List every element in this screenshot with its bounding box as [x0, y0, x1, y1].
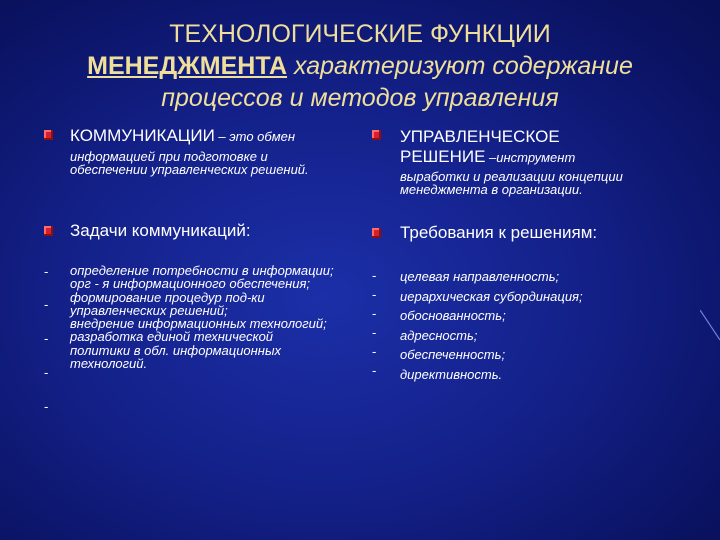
square-bullet-icon — [372, 130, 381, 140]
dash-bullet: - — [44, 264, 49, 279]
decision-suffix: –инструмент — [485, 150, 576, 165]
list-item: орг - я информационного обеспечения; — [70, 276, 311, 292]
communications-description: информацией при подготовке и обеспечении управленческих решений. — [70, 149, 309, 177]
decision-label-line2 — [400, 147, 700, 168]
left-heading-communications — [70, 126, 360, 147]
list-item: директивность. — [400, 366, 503, 382]
dash-bullet: - — [44, 297, 49, 312]
list-item: обоснованность; — [400, 308, 506, 323]
left-heading-tasks: Задачи коммуникаций: — [70, 221, 251, 240]
dash-bullet: - — [44, 399, 49, 414]
dash-bullet: - — [372, 325, 377, 340]
list-item: обеспеченность; — [400, 347, 506, 362]
list-item: адресность; — [400, 327, 478, 343]
list-item: разработка единой технической политики в обл. информационных технологий. — [70, 329, 282, 372]
square-bullet-icon — [44, 130, 53, 140]
tasks-list — [70, 264, 335, 370]
decision-description: выработки и реализации концепции менеджмента в организации. — [400, 169, 623, 197]
title-line-1: ТЕХНОЛОГИЧЕСКИЕ ФУНКЦИИ — [169, 20, 551, 48]
dash-bullet: - — [372, 363, 377, 378]
title-line-2 — [20, 50, 700, 82]
title-line-3: процессов и методов управления — [161, 84, 559, 112]
communications-suffix: – это обмен — [214, 129, 296, 144]
dash-bullet: - — [372, 344, 377, 359]
square-bullet-icon — [44, 226, 53, 236]
decision-label-word: РЕШЕНИЕ — [400, 147, 486, 166]
right-heading-requirements: Требования к решениям: — [400, 223, 598, 242]
title-bold-word: МЕНЕДЖМЕНТА — [87, 52, 288, 80]
communications-label: КОММУНИКАЦИИ — [70, 126, 215, 145]
list-item: целевая направленность; — [400, 269, 560, 284]
list-item: формирование процедур под-ки управленческих решений; — [70, 289, 265, 318]
requirements-list — [400, 267, 700, 384]
list-item: иерархическая субординация; — [400, 288, 583, 304]
dash-bullet: - — [372, 287, 377, 302]
right-heading-decision — [400, 127, 700, 168]
slide-title — [20, 18, 700, 114]
title-italic-text: характеризуют содержание — [287, 52, 633, 80]
list-item: определение потребности в информации; — [70, 263, 334, 278]
list-item: внедрение информационных технологий; — [70, 316, 327, 332]
dash-bullet: - — [44, 331, 49, 346]
decorative-line — [700, 310, 720, 350]
dash-bullet: - — [44, 365, 49, 380]
dash-bullet: - — [372, 268, 377, 283]
square-bullet-icon — [372, 228, 381, 238]
dash-bullet: - — [372, 306, 377, 321]
decision-label-line1: УПРАВЛЕНЧЕСКОЕ — [400, 127, 560, 146]
